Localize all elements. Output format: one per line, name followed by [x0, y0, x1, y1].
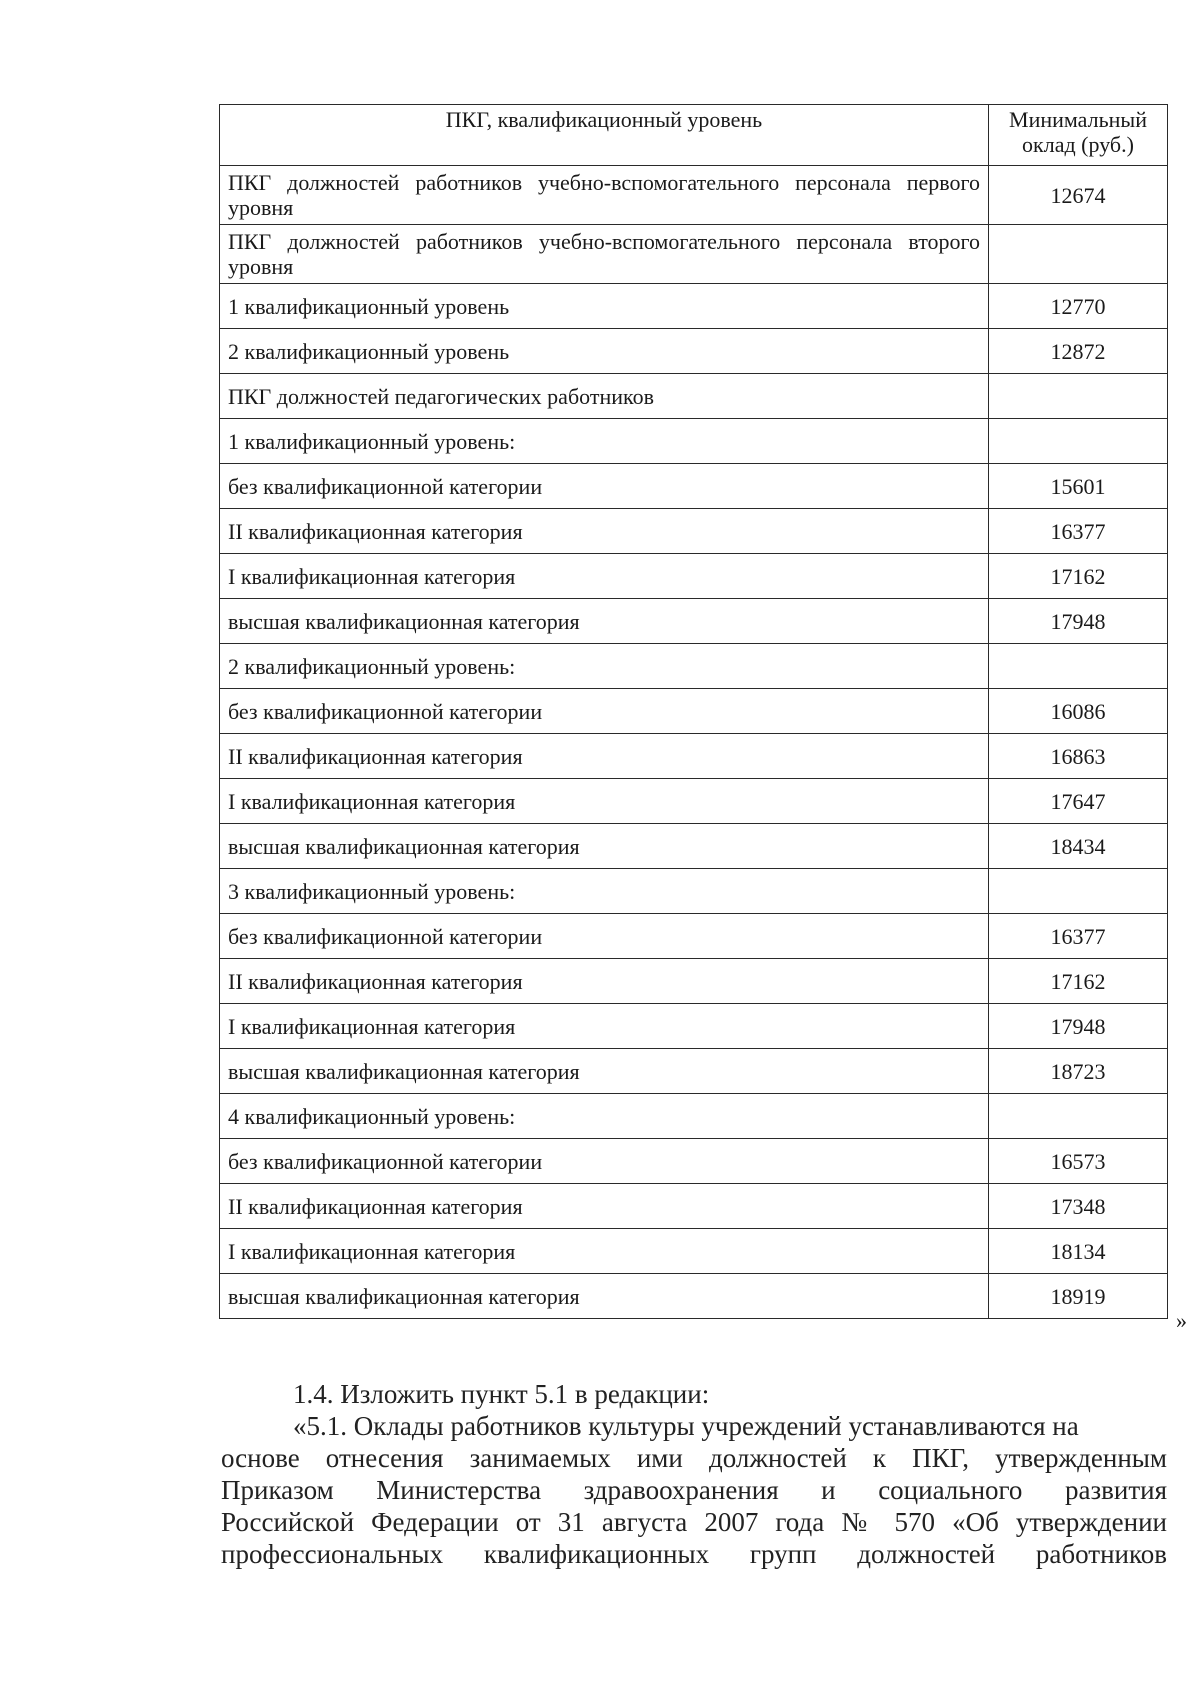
row-salary-cell: 18434: [989, 824, 1168, 869]
row-salary-cell: 12770: [989, 284, 1168, 329]
row-salary-cell: 12674: [989, 166, 1168, 225]
table-row: [220, 869, 1168, 914]
row-salary-cell: 17647: [989, 779, 1168, 824]
table-row: [220, 225, 1168, 284]
table-row: [220, 779, 1168, 824]
row-name-cell: ПКГ должностей работников учебно-вспомогательного персонала второго уровня: [220, 225, 989, 284]
text-line-5: профессиональных квалификационных групп должностей работников: [221, 1539, 1167, 1569]
table-row: [220, 959, 1168, 1004]
table-row: [220, 824, 1168, 869]
row-name-cell: высшая квалификационная категория: [220, 599, 989, 644]
row-salary-cell: [989, 1094, 1168, 1139]
row-name-cell: II квалификационная категория: [220, 959, 989, 1004]
closing-quote: »: [1176, 1308, 1187, 1333]
row-name-cell: II квалификационная категория: [220, 509, 989, 554]
text-line-1: «5.1. Оклады работников культуры учреждений устанавливаются на: [293, 1411, 1079, 1441]
row-name-cell: ПКГ должностей работников учебно-вспомогательного персонала первого уровня: [220, 166, 989, 225]
table-row: [220, 734, 1168, 779]
row-salary-cell: 12872: [989, 329, 1168, 374]
table-row: [220, 554, 1168, 599]
row-salary-cell: [989, 869, 1168, 914]
row-salary-cell: 18723: [989, 1049, 1168, 1094]
row-salary-cell: 17948: [989, 1004, 1168, 1049]
row-name-cell: 4 квалификационный уровень:: [220, 1094, 989, 1139]
row-name-cell: 2 квалификационный уровень: [220, 329, 989, 374]
table-row: [220, 374, 1168, 419]
row-salary-cell: 16377: [989, 914, 1168, 959]
table-row: [220, 464, 1168, 509]
table-row: [220, 166, 1168, 225]
row-salary-cell: [989, 419, 1168, 464]
text-line-2: основе отнесения занимаемых ими должностей к ПКГ, утвержденным: [221, 1443, 1167, 1473]
row-salary-cell: 17348: [989, 1184, 1168, 1229]
table-row: [220, 1184, 1168, 1229]
row-salary-cell: 16573: [989, 1139, 1168, 1184]
table-row: [220, 1229, 1168, 1274]
row-salary-cell: 15601: [989, 464, 1168, 509]
row-name-cell: без квалификационной категории: [220, 464, 989, 509]
row-name-cell: I квалификационная категория: [220, 1004, 989, 1049]
table-row: [220, 689, 1168, 734]
amendment-text: [221, 1378, 1167, 1570]
text-line-3: Приказом Министерства здравоохранения и социального развития: [221, 1475, 1167, 1505]
row-name-cell: I квалификационная категория: [220, 554, 989, 599]
row-name-cell: без квалификационной категории: [220, 914, 989, 959]
row-name-cell: ПКГ должностей педагогических работников: [220, 374, 989, 419]
row-name-cell: 2 квалификационный уровень:: [220, 644, 989, 689]
header-salary-line1: Минимальный: [1009, 107, 1147, 132]
row-salary-cell: 17162: [989, 959, 1168, 1004]
row-name-cell: высшая квалификационная категория: [220, 824, 989, 869]
row-name-cell: без квалификационной категории: [220, 689, 989, 734]
row-salary-cell: [989, 644, 1168, 689]
row-name-cell: высшая квалификационная категория: [220, 1274, 989, 1319]
row-salary-cell: 18134: [989, 1229, 1168, 1274]
table-row: [220, 1094, 1168, 1139]
row-salary-cell: 17162: [989, 554, 1168, 599]
row-name-cell: I квалификационная категория: [220, 779, 989, 824]
row-name-cell: II квалификационная категория: [220, 734, 989, 779]
table-row: [220, 1004, 1168, 1049]
row-name-cell: 1 квалификационный уровень:: [220, 419, 989, 464]
salary-table: [219, 104, 1168, 1319]
item-heading: 1.4. Изложить пункт 5.1 в редакции:: [293, 1379, 710, 1409]
row-name-cell: II квалификационная категория: [220, 1184, 989, 1229]
row-name-cell: 3 квалификационный уровень:: [220, 869, 989, 914]
header-salary-line2: оклад (руб.): [1022, 132, 1134, 157]
table-row: [220, 329, 1168, 374]
row-salary-cell: [989, 374, 1168, 419]
row-name-cell: 1 квалификационный уровень: [220, 284, 989, 329]
text-line-4: Российской Федерации от 31 августа 2007 года № 570 «Об утверждении: [221, 1507, 1167, 1537]
row-name-cell: I квалификационная категория: [220, 1229, 989, 1274]
row-name-cell: высшая квалификационная категория: [220, 1049, 989, 1094]
row-salary-cell: 16086: [989, 689, 1168, 734]
row-name-cell: без квалификационной категории: [220, 1139, 989, 1184]
table-row: [220, 599, 1168, 644]
table-row: [220, 644, 1168, 689]
row-salary-cell: 18919: [989, 1274, 1168, 1319]
header-salary-cell: [989, 105, 1168, 166]
table-row: [220, 914, 1168, 959]
header-name-cell: ПКГ, квалификационный уровень: [220, 105, 989, 166]
row-salary-cell: 16377: [989, 509, 1168, 554]
table-row: [220, 1049, 1168, 1094]
row-salary-cell: 16863: [989, 734, 1168, 779]
table-header-row: [220, 105, 1168, 166]
table-row: [220, 284, 1168, 329]
table-row: [220, 1139, 1168, 1184]
table-row: [220, 1274, 1168, 1319]
row-salary-cell: 17948: [989, 599, 1168, 644]
row-salary-cell: [989, 225, 1168, 284]
table-row: [220, 419, 1168, 464]
table-row: [220, 509, 1168, 554]
